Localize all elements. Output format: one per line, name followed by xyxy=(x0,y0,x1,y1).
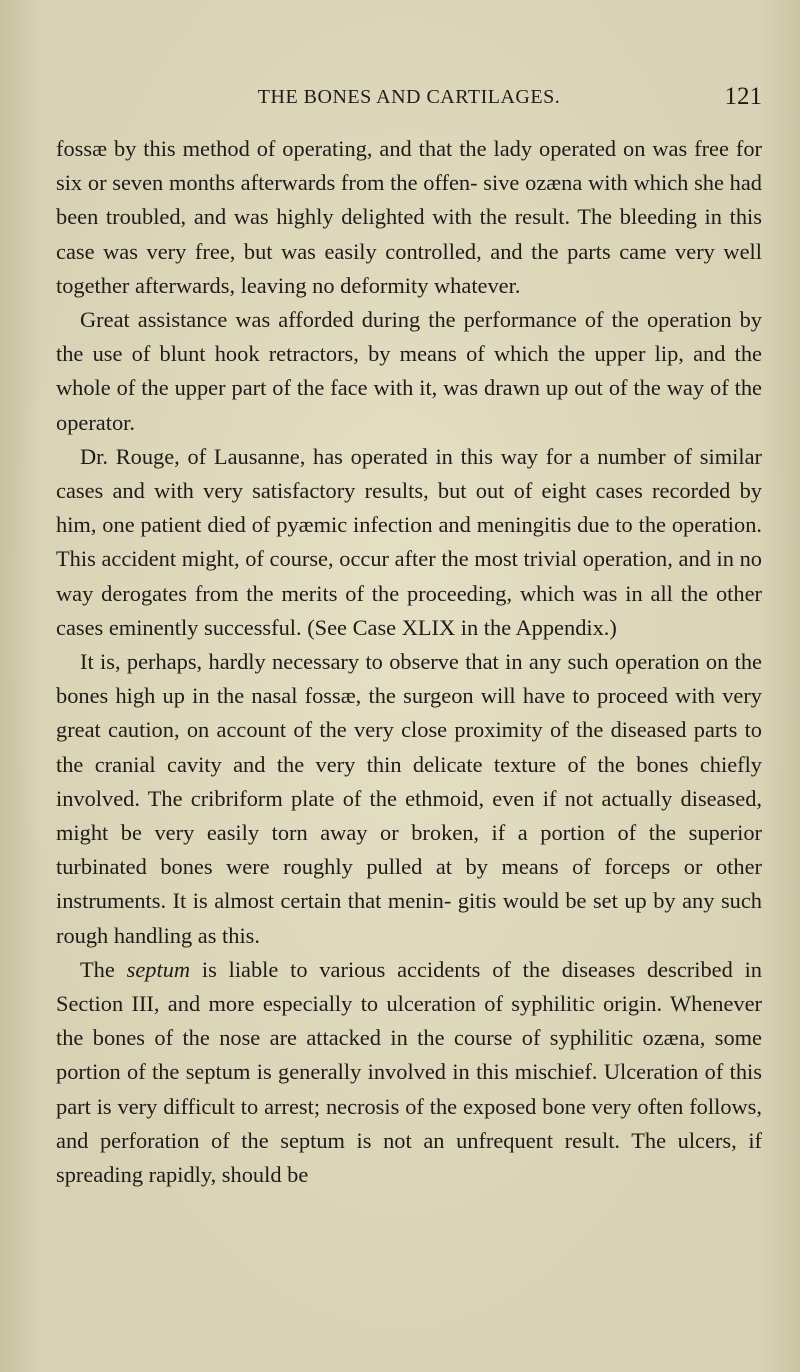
paragraph-1: fossæ by this method of operating, and that the lady operated on was free for six or seven months afterwards from the offen- sive ozæna with which she had been troubled, and was highly delighted with the result. The bleeding in this case was very free, but was easily controlled, and the parts came very well together afterwards, leaving no deformity whatever. xyxy=(56,136,762,298)
running-head xyxy=(56,83,762,120)
paragraph-5-text: is liable to various accidents of the diseases described in Section III, and more especially to ulceration of syphilitic origin. Whenever the bones of the nose are attacked in the course of syphilitic ozæna, some portion of the septum is generally involved in this mischief. Ulceration of this part is very difficult to arrest; necrosis of the exposed bone very often follows, and perforation of the septum is not an unfrequent result. The ulcers, if spreading rapidly, should be xyxy=(56,956,762,1188)
running-title: THE BONES AND CARTILAGES. xyxy=(257,86,561,108)
septum-emphasis: septum xyxy=(126,956,191,982)
paragraph-5-lead: The xyxy=(80,956,127,982)
page-number: 121 xyxy=(724,83,762,110)
paragraph-5 xyxy=(56,953,762,1192)
paragraph-2: Great assistance was afforded during the performance of the operation by the use of blunt hook retractors, by means of which the upper lip, and the whole of the upper part of the face with it, was drawn up out of the way of the operator. xyxy=(56,307,762,435)
paragraph-3: Dr. Rouge, of Lausanne, has operated in this way for a number of similar cases and with very satisfactory results, but out of eight cases recorded by him, one patient died of pyæmic infection and meningitis due to the operation. This accident might, of course, occur after the most trivial operation, and in no way derogates from the merits of the proceeding, which was in all the other cases eminently successful. (See Case XLIX in the Appendix.) xyxy=(56,443,762,640)
book-page xyxy=(56,83,762,1346)
body-text xyxy=(56,132,762,1192)
paragraph-4: It is, perhaps, hardly necessary to observe that in any such operation on the bones high up in the nasal fossæ, the surgeon will have to proceed with very great caution, on account of the very close proximity of the diseased parts to the cranial cavity and the very thin delicate texture of the bones chiefly involved. The cribriform plate of the ethmoid, even if not actually diseased, might be very easily torn away or broken, if a portion of the superior turbinated bones were roughly pulled at by means of forceps or other instruments. It is almost certain that menin- gitis would be set up by any such rough handling as this. xyxy=(56,649,762,948)
